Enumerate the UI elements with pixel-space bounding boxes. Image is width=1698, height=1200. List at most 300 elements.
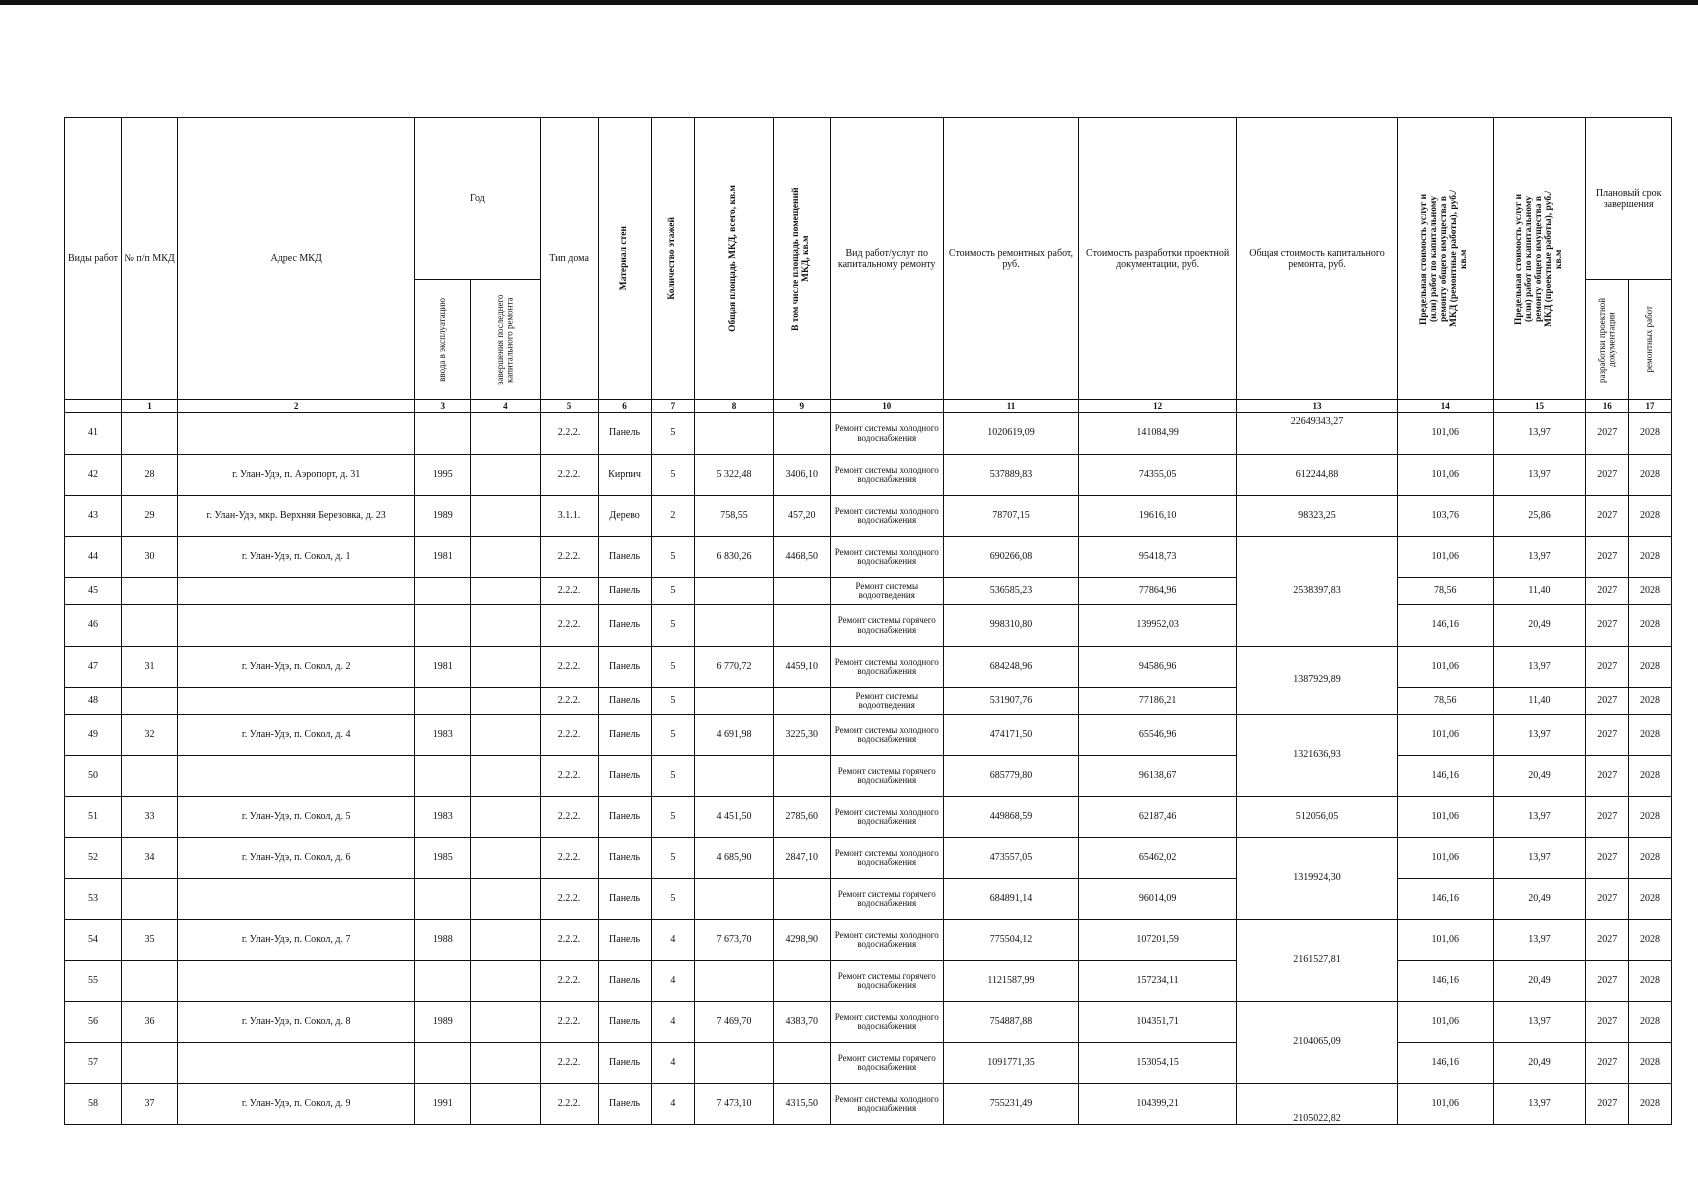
- cell-year-last-repair: [471, 455, 540, 496]
- cell-floors: 5: [651, 879, 695, 920]
- cell-wall-material: Панель: [598, 1002, 651, 1043]
- cell-house-type: 2.2.2.: [540, 688, 598, 715]
- cell-house-type: 2.2.2.: [540, 605, 598, 647]
- cell-year-last-repair: [471, 756, 540, 797]
- cell-floors: 5: [651, 715, 695, 756]
- cell-work-kind: Ремонт системы холодного водоснабжения: [830, 647, 943, 688]
- cell-year-commission: [415, 756, 471, 797]
- cell-premises-area: 4383,70: [773, 1002, 830, 1043]
- cell-house-type: 2.2.2.: [540, 413, 598, 455]
- cell-term-design: 2027: [1586, 605, 1629, 647]
- cell-address: г. Улан-Удэ, п. Сокол, д. 2: [178, 647, 415, 688]
- cell-row-number: 56: [65, 1002, 122, 1043]
- cell-limit-repair: 101,06: [1397, 1002, 1493, 1043]
- cell-year-commission: [415, 1043, 471, 1084]
- cell-address: г. Улан-Удэ, п. Сокол, д. 8: [178, 1002, 415, 1043]
- cell-house-type: 3.1.1.: [540, 496, 598, 537]
- table-row: [65, 537, 1672, 578]
- cell-wall-material: Панель: [598, 961, 651, 1002]
- cell-year-commission: 1981: [415, 647, 471, 688]
- table-row: [65, 920, 1672, 961]
- cell-mkd-number: 33: [122, 797, 178, 838]
- cell-limit-repair: 103,76: [1397, 496, 1493, 537]
- cell-row-number: 55: [65, 961, 122, 1002]
- cell-repair-cost: 536585,23: [943, 578, 1078, 605]
- cell-year-last-repair: [471, 496, 540, 537]
- header-year-commission-text: ввода в эксплуатацию: [437, 297, 448, 382]
- cell-premises-area: 4315,50: [773, 1084, 830, 1125]
- header-design-cost: Стоимость разработки проектной документации, руб.: [1079, 118, 1237, 400]
- cell-premises-area: 3406,10: [773, 455, 830, 496]
- cell-design-cost: 107201,59: [1079, 920, 1237, 961]
- cell-repair-cost: 78707,15: [943, 496, 1078, 537]
- cell-term-repair: 2028: [1629, 879, 1672, 920]
- cell-term-design: 2027: [1586, 578, 1629, 605]
- cell-total-area: [695, 605, 773, 647]
- cell-limit-repair: 101,06: [1397, 1084, 1493, 1125]
- cell-design-cost: 139952,03: [1079, 605, 1237, 647]
- column-number: 4: [471, 400, 540, 413]
- cell-repair-cost: 998310,80: [943, 605, 1078, 647]
- document-page: [64, 117, 1672, 1160]
- cell-work-kind: Ремонт системы холодного водоснабжения: [830, 1002, 943, 1043]
- cell-work-kind: Ремонт системы холодного водоснабжения: [830, 537, 943, 578]
- cell-row-number: 50: [65, 756, 122, 797]
- cell-limit-design: 11,40: [1493, 688, 1586, 715]
- column-number: 11: [943, 400, 1078, 413]
- cell-year-commission: 1981: [415, 537, 471, 578]
- cell-floors: 5: [651, 605, 695, 647]
- cell-year-last-repair: [471, 715, 540, 756]
- cell-design-cost: 96014,09: [1079, 879, 1237, 920]
- cell-work-kind: Ремонт системы холодного водоснабжения: [830, 496, 943, 537]
- cell-mkd-number: [122, 413, 178, 455]
- header-total-area-text: Общая площадь МКД, всего, кв.м: [728, 185, 739, 332]
- cell-work-kind: Ремонт системы холодного водоснабжения: [830, 413, 943, 455]
- cell-house-type: 2.2.2.: [540, 1043, 598, 1084]
- cell-year-last-repair: [471, 961, 540, 1002]
- cell-house-type: 2.2.2.: [540, 455, 598, 496]
- cell-design-cost: 96138,67: [1079, 756, 1237, 797]
- cell-address: [178, 578, 415, 605]
- cell-term-repair: 2028: [1629, 455, 1672, 496]
- cell-total-cost: 2104065,09: [1237, 1002, 1398, 1084]
- cell-total-area: 4 451,50: [695, 797, 773, 838]
- cell-house-type: 2.2.2.: [540, 797, 598, 838]
- cell-total-cost: 98323,25: [1237, 496, 1398, 537]
- column-number: 16: [1586, 400, 1629, 413]
- cell-mkd-number: [122, 1043, 178, 1084]
- cell-limit-repair: 101,06: [1397, 920, 1493, 961]
- cell-design-cost: 19616,10: [1079, 496, 1237, 537]
- cell-address: г. Улан-Удэ, п. Сокол, д. 9: [178, 1084, 415, 1125]
- cell-term-repair: 2028: [1629, 756, 1672, 797]
- cell-limit-design: 20,49: [1493, 756, 1586, 797]
- cell-premises-area: [773, 961, 830, 1002]
- cell-design-cost: 104351,71: [1079, 1002, 1237, 1043]
- column-number: 5: [540, 400, 598, 413]
- cell-premises-area: [773, 688, 830, 715]
- cell-design-cost: 74355,05: [1079, 455, 1237, 496]
- cell-design-cost: 104399,21: [1079, 1084, 1237, 1125]
- cell-address: [178, 688, 415, 715]
- cell-premises-area: 457,20: [773, 496, 830, 537]
- table-row: [65, 496, 1672, 537]
- cell-limit-repair: 146,16: [1397, 879, 1493, 920]
- cell-year-commission: [415, 578, 471, 605]
- column-number: 12: [1079, 400, 1237, 413]
- table-row: [65, 605, 1672, 647]
- cell-total-area: 7 469,70: [695, 1002, 773, 1043]
- cell-limit-design: 13,97: [1493, 455, 1586, 496]
- cell-repair-cost: 690266,08: [943, 537, 1078, 578]
- cell-work-kind: Ремонт системы холодного водоснабжения: [830, 920, 943, 961]
- column-number: 14: [1397, 400, 1493, 413]
- cell-address: [178, 756, 415, 797]
- cell-limit-design: 13,97: [1493, 647, 1586, 688]
- cell-limit-design: 20,49: [1493, 961, 1586, 1002]
- cell-limit-repair: 101,06: [1397, 413, 1493, 455]
- cell-work-kind: Ремонт системы холодного водоснабжения: [830, 1084, 943, 1125]
- cell-work-kind: Ремонт системы горячего водоснабжения: [830, 605, 943, 647]
- cell-wall-material: Панель: [598, 688, 651, 715]
- cell-mkd-number: 30: [122, 537, 178, 578]
- cell-year-commission: [415, 879, 471, 920]
- cell-total-area: [695, 688, 773, 715]
- cell-term-design: 2027: [1586, 920, 1629, 961]
- table-row: [65, 715, 1672, 756]
- cell-limit-design: 13,97: [1493, 413, 1586, 455]
- header-limit-design-text: Предельная стоимость услуг и (или) работ по капитальному ремонту общего имущества в МКД (проектные работы), руб./кв.м: [1513, 190, 1564, 327]
- cell-term-design: 2027: [1586, 961, 1629, 1002]
- cell-wall-material: Панель: [598, 647, 651, 688]
- cell-term-repair: 2028: [1629, 1002, 1672, 1043]
- header-year-commission: [415, 280, 471, 400]
- cell-row-number: 52: [65, 838, 122, 879]
- cell-mkd-number: 36: [122, 1002, 178, 1043]
- cell-limit-design: 13,97: [1493, 797, 1586, 838]
- header-limit-repair-text: Предельная стоимость услуг и (или) работ по капитальному ремонту общего имущества в МКД (ремонтные работы), руб./кв.м: [1419, 190, 1470, 327]
- table-row: [65, 647, 1672, 688]
- cell-row-number: 53: [65, 879, 122, 920]
- table-row: [65, 879, 1672, 920]
- cell-work-kind: Ремонт системы водоотведения: [830, 688, 943, 715]
- cell-design-cost: 157234,11: [1079, 961, 1237, 1002]
- cell-wall-material: Кирпич: [598, 455, 651, 496]
- cell-floors: 5: [651, 797, 695, 838]
- table-row: [65, 1043, 1672, 1084]
- cell-year-last-repair: [471, 797, 540, 838]
- cell-year-last-repair: [471, 413, 540, 455]
- cell-wall-material: Панель: [598, 413, 651, 455]
- cell-house-type: 2.2.2.: [540, 1002, 598, 1043]
- cell-year-commission: 1989: [415, 1002, 471, 1043]
- cell-repair-cost: 754887,88: [943, 1002, 1078, 1043]
- cell-term-repair: 2028: [1629, 647, 1672, 688]
- cell-repair-cost: 531907,76: [943, 688, 1078, 715]
- cell-repair-cost: 684248,96: [943, 647, 1078, 688]
- cell-term-design: 2027: [1586, 455, 1629, 496]
- cell-row-number: 49: [65, 715, 122, 756]
- cell-limit-repair: 101,06: [1397, 797, 1493, 838]
- cell-house-type: 2.2.2.: [540, 756, 598, 797]
- cell-house-type: 2.2.2.: [540, 879, 598, 920]
- cell-total-cost: 2105022,82: [1237, 1084, 1398, 1125]
- cell-term-repair: 2028: [1629, 797, 1672, 838]
- cell-mkd-number: [122, 578, 178, 605]
- cell-design-cost: 95418,73: [1079, 537, 1237, 578]
- header-premises-area-text: В том числе площадь помещений МКД, кв.м: [790, 186, 811, 331]
- header-house-type: Тип дома: [540, 118, 598, 400]
- cell-total-area: [695, 413, 773, 455]
- cell-total-area: 5 322,48: [695, 455, 773, 496]
- column-number-row: [65, 400, 1672, 413]
- cell-house-type: 2.2.2.: [540, 647, 598, 688]
- cell-limit-repair: 78,56: [1397, 688, 1493, 715]
- header-floors: [651, 118, 695, 400]
- column-number: 1: [122, 400, 178, 413]
- cell-year-commission: 1989: [415, 496, 471, 537]
- cell-row-number: 51: [65, 797, 122, 838]
- header-term-repair-text: ремонтных работ: [1644, 306, 1655, 373]
- cell-floors: 5: [651, 688, 695, 715]
- cell-limit-repair: 146,16: [1397, 756, 1493, 797]
- cell-premises-area: [773, 605, 830, 647]
- cell-term-design: 2027: [1586, 797, 1629, 838]
- cell-premises-area: 2785,60: [773, 797, 830, 838]
- cell-total-cost: 2538397,83: [1237, 537, 1398, 647]
- cell-work-kind: Ремонт системы холодного водоснабжения: [830, 797, 943, 838]
- cell-year-last-repair: [471, 688, 540, 715]
- cell-mkd-number: 32: [122, 715, 178, 756]
- cell-mkd-number: 29: [122, 496, 178, 537]
- cell-limit-repair: 146,16: [1397, 961, 1493, 1002]
- cell-total-area: [695, 756, 773, 797]
- cell-row-number: 43: [65, 496, 122, 537]
- cell-floors: 4: [651, 1002, 695, 1043]
- cell-term-design: 2027: [1586, 1084, 1629, 1125]
- cell-premises-area: 4459,10: [773, 647, 830, 688]
- cell-floors: 2: [651, 496, 695, 537]
- table-row: [65, 578, 1672, 605]
- cell-work-kind: Ремонт системы холодного водоснабжения: [830, 455, 943, 496]
- column-number: 6: [598, 400, 651, 413]
- cell-mkd-number: [122, 605, 178, 647]
- column-number: 9: [773, 400, 830, 413]
- cell-repair-cost: 1121587,99: [943, 961, 1078, 1002]
- cell-term-repair: 2028: [1629, 961, 1672, 1002]
- cell-floors: 4: [651, 961, 695, 1002]
- cell-total-cost: 612244,88: [1237, 455, 1398, 496]
- cell-limit-design: 11,40: [1493, 578, 1586, 605]
- cell-work-kind: Ремонт системы горячего водоснабжения: [830, 1043, 943, 1084]
- header-limit-repair: [1397, 118, 1493, 400]
- cell-house-type: 2.2.2.: [540, 537, 598, 578]
- cell-repair-cost: 775504,12: [943, 920, 1078, 961]
- cell-row-number: 47: [65, 647, 122, 688]
- cell-total-cost: 1387929,89: [1237, 647, 1398, 715]
- cell-row-number: 48: [65, 688, 122, 715]
- cell-address: г. Улан-Удэ, п. Аэропорт, д. 31: [178, 455, 415, 496]
- cell-year-commission: [415, 961, 471, 1002]
- cell-repair-cost: 755231,49: [943, 1084, 1078, 1125]
- cell-house-type: 2.2.2.: [540, 920, 598, 961]
- cell-limit-design: 13,97: [1493, 537, 1586, 578]
- table-row: [65, 1084, 1672, 1125]
- column-number: [65, 400, 122, 413]
- cell-term-repair: 2028: [1629, 578, 1672, 605]
- cell-year-commission: 1995: [415, 455, 471, 496]
- cell-repair-cost: 685779,80: [943, 756, 1078, 797]
- cell-row-number: 57: [65, 1043, 122, 1084]
- cell-repair-cost: 449868,59: [943, 797, 1078, 838]
- cell-term-design: 2027: [1586, 496, 1629, 537]
- cell-premises-area: 4468,50: [773, 537, 830, 578]
- cell-wall-material: Панель: [598, 715, 651, 756]
- cell-term-repair: 2028: [1629, 496, 1672, 537]
- cell-design-cost: 77186,21: [1079, 688, 1237, 715]
- cell-year-commission: [415, 605, 471, 647]
- cell-address: [178, 605, 415, 647]
- header-wall-material-text: Материал стен: [618, 226, 629, 291]
- cell-limit-design: 20,49: [1493, 879, 1586, 920]
- cell-premises-area: 2847,10: [773, 838, 830, 879]
- cell-limit-design: 13,97: [1493, 838, 1586, 879]
- cell-wall-material: Панель: [598, 578, 651, 605]
- cell-address: [178, 879, 415, 920]
- header-row-1: [65, 118, 1672, 280]
- cell-year-last-repair: [471, 1043, 540, 1084]
- header-repair-cost: Стоимость ремонтных работ, руб.: [943, 118, 1078, 400]
- cell-total-area: 4 685,90: [695, 838, 773, 879]
- cell-work-kind: Ремонт системы холодного водоснабжения: [830, 838, 943, 879]
- column-number: 7: [651, 400, 695, 413]
- cell-work-kind: Ремонт системы горячего водоснабжения: [830, 756, 943, 797]
- cell-total-cost: 2161527,81: [1237, 920, 1398, 1002]
- header-year: Год: [415, 118, 540, 280]
- header-term-design-text: разработки проектной документации: [1596, 296, 1617, 383]
- header-premises-area: [773, 118, 830, 400]
- cell-wall-material: Панель: [598, 537, 651, 578]
- cell-limit-repair: 146,16: [1397, 1043, 1493, 1084]
- column-number: 10: [830, 400, 943, 413]
- header-year-last-repair: [471, 280, 540, 400]
- cell-year-commission: 1983: [415, 715, 471, 756]
- column-number: 13: [1237, 400, 1398, 413]
- cell-wall-material: Панель: [598, 797, 651, 838]
- cell-mkd-number: 37: [122, 1084, 178, 1125]
- cell-term-design: 2027: [1586, 537, 1629, 578]
- cell-total-area: 4 691,98: [695, 715, 773, 756]
- cell-row-number: 41: [65, 413, 122, 455]
- cell-wall-material: Панель: [598, 920, 651, 961]
- header-year-last-repair-text: завершения последнего капитального ремонта: [494, 294, 515, 385]
- cell-year-commission: 1983: [415, 797, 471, 838]
- table-row: [65, 797, 1672, 838]
- cell-year-last-repair: [471, 647, 540, 688]
- cell-wall-material: Панель: [598, 879, 651, 920]
- cell-year-last-repair: [471, 1002, 540, 1043]
- cell-row-number: 42: [65, 455, 122, 496]
- cell-address: г. Улан-Удэ, п. Сокол, д. 7: [178, 920, 415, 961]
- cell-work-kind: Ремонт системы холодного водоснабжения: [830, 715, 943, 756]
- cell-year-last-repair: [471, 1084, 540, 1125]
- cell-total-cost: 22649343,27: [1237, 413, 1398, 455]
- cell-repair-cost: 1091771,35: [943, 1043, 1078, 1084]
- cell-wall-material: Панель: [598, 838, 651, 879]
- cell-limit-repair: 101,06: [1397, 838, 1493, 879]
- header-work-types: Виды работ: [65, 118, 122, 400]
- cell-total-cost: 1319924,30: [1237, 838, 1398, 920]
- header-floors-text: Количество этажей: [666, 217, 677, 300]
- cell-total-area: 758,55: [695, 496, 773, 537]
- cell-repair-cost: 537889,83: [943, 455, 1078, 496]
- table-row: [65, 688, 1672, 715]
- cell-term-repair: 2028: [1629, 920, 1672, 961]
- cell-wall-material: Панель: [598, 605, 651, 647]
- column-number: 8: [695, 400, 773, 413]
- cell-limit-repair: 101,06: [1397, 537, 1493, 578]
- cell-premises-area: [773, 578, 830, 605]
- cell-house-type: 2.2.2.: [540, 961, 598, 1002]
- cell-limit-design: 13,97: [1493, 1084, 1586, 1125]
- cell-row-number: 45: [65, 578, 122, 605]
- cell-year-commission: 1985: [415, 838, 471, 879]
- header-address: Адрес МКД: [178, 118, 415, 400]
- cell-limit-repair: 101,06: [1397, 647, 1493, 688]
- table-row: [65, 838, 1672, 879]
- cell-limit-design: 20,49: [1493, 1043, 1586, 1084]
- cell-year-commission: [415, 688, 471, 715]
- cell-term-design: 2027: [1586, 413, 1629, 455]
- cell-year-last-repair: [471, 838, 540, 879]
- table-row: [65, 413, 1672, 455]
- cell-address: г. Улан-Удэ, п. Сокол, д. 6: [178, 838, 415, 879]
- cell-term-design: 2027: [1586, 715, 1629, 756]
- cell-term-design: 2027: [1586, 838, 1629, 879]
- cell-row-number: 58: [65, 1084, 122, 1125]
- cell-floors: 4: [651, 1084, 695, 1125]
- cell-term-design: 2027: [1586, 688, 1629, 715]
- cell-address: г. Улан-Удэ, п. Сокол, д. 1: [178, 537, 415, 578]
- cell-address: [178, 413, 415, 455]
- cell-premises-area: [773, 756, 830, 797]
- cell-term-design: 2027: [1586, 1002, 1629, 1043]
- cell-year-last-repair: [471, 879, 540, 920]
- cell-row-number: 44: [65, 537, 122, 578]
- cell-total-area: 6 830,26: [695, 537, 773, 578]
- cell-term-repair: 2028: [1629, 838, 1672, 879]
- cell-row-number: 54: [65, 920, 122, 961]
- cell-floors: 5: [651, 413, 695, 455]
- repair-schedule-table: [64, 117, 1672, 1125]
- cell-year-commission: 1988: [415, 920, 471, 961]
- table-row: [65, 961, 1672, 1002]
- cell-repair-cost: 473557,05: [943, 838, 1078, 879]
- cell-work-kind: Ремонт системы горячего водоснабжения: [830, 961, 943, 1002]
- cell-mkd-number: [122, 961, 178, 1002]
- cell-limit-repair: 101,06: [1397, 455, 1493, 496]
- cell-row-number: 46: [65, 605, 122, 647]
- cell-floors: 5: [651, 647, 695, 688]
- column-number: 17: [1629, 400, 1672, 413]
- cell-mkd-number: [122, 688, 178, 715]
- cell-mkd-number: 28: [122, 455, 178, 496]
- cell-design-cost: 65546,96: [1079, 715, 1237, 756]
- cell-address: [178, 1043, 415, 1084]
- cell-premises-area: [773, 879, 830, 920]
- cell-year-last-repair: [471, 578, 540, 605]
